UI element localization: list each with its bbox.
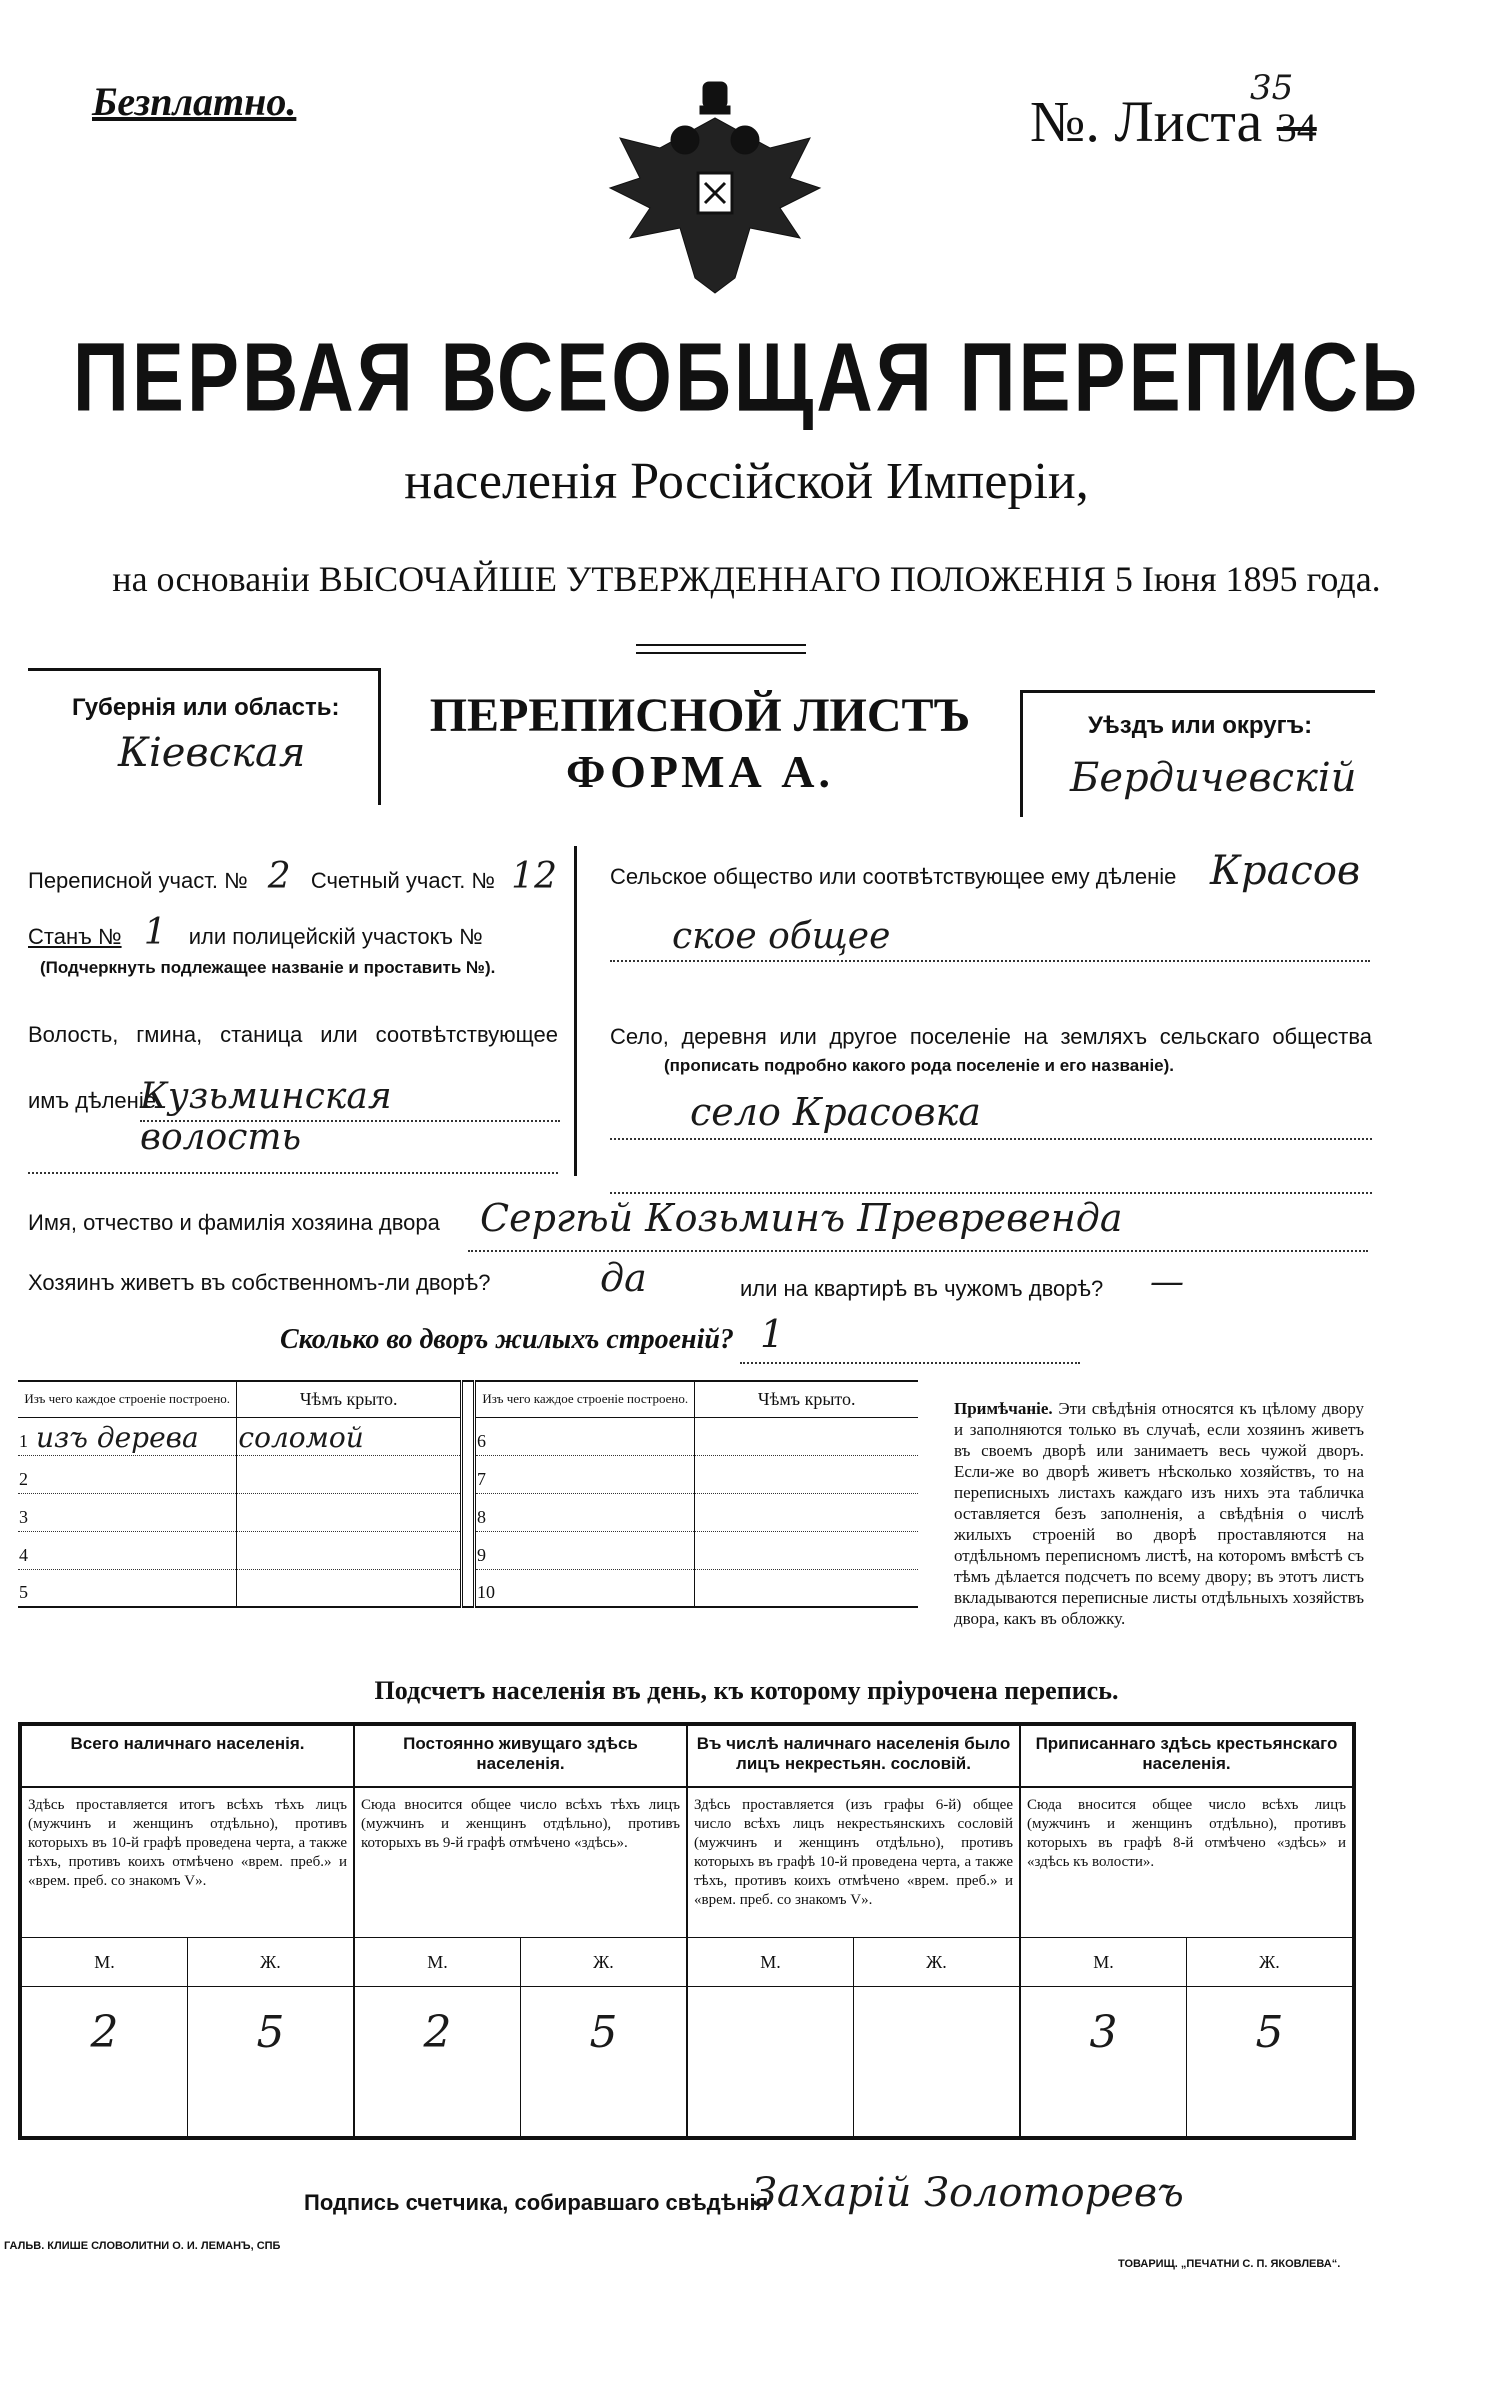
double-divider-cell [461,1417,474,1455]
male-count: 2 [355,1987,521,2136]
stan-value: 1 [143,912,167,953]
population-group [22,1726,355,2136]
population-group-desc: Здѣсь проставляется итогъ всѣхъ тѣхъ лицъ (мужчинъ и женщинъ отдѣльно), противъ которыхъ въ 10-й графѣ проведена черта, а также тѣхъ, противъ коихъ отмѣчено «врем. преб.» и «врем. преб. со знакомъ V». [22,1788,353,1938]
buildings-table-row [18,1493,918,1531]
buildings-table-row [18,1417,918,1455]
population-values [688,1987,1019,2136]
page-title: ПЕРВАЯ ВСЕОБЩАЯ ПЕРЕПИСЬ [72,321,1421,432]
female-count [854,1987,1019,2136]
male-label: М. [1021,1938,1187,1986]
building-material-cell [475,1493,695,1531]
male-label: М. [22,1938,188,1986]
building-material-cell [18,1569,237,1607]
ornament-divider [636,644,806,654]
village-label: Село, деревня или другое поселеніе на земляхъ сельскаго общества [610,1024,1372,1049]
note-title: Примѣчаніе. [954,1399,1053,1418]
building-value: изъ дерева [36,1420,199,1454]
population-group-title: Всего наличнаго населенія. [22,1726,353,1788]
society-underline [610,960,1370,962]
population-sex-header [688,1938,1019,1987]
gubernia-label: Губернія или область: [72,694,340,721]
population-table [18,1722,1356,2140]
row-number: 4 [19,1544,28,1565]
building-material-cell [18,1493,237,1531]
volost-extra-line [28,1172,558,1174]
village-extra-line [610,1192,1372,1194]
stan-label: Станъ № [28,924,122,949]
row-number: 9 [477,1544,487,1565]
village-underline [610,1138,1372,1140]
coat-of-arms-emblem [600,78,830,308]
signature-label: Подпись счетчика, собиравшаго свѣдѣнія [304,2190,769,2215]
buildings-table-body [18,1417,918,1607]
row-number: 10 [477,1582,496,1602]
building-material-cell [18,1455,237,1493]
male-count [688,1987,854,2136]
population-sex-header [1021,1938,1352,1987]
building-material-cell [475,1569,695,1607]
uezd-label: Уѣздъ или округъ: [1088,712,1313,739]
column-divider [574,846,577,1176]
female-label: Ж. [593,1951,614,1972]
building-material-cell [475,1531,695,1569]
counting-district-value: 12 [511,856,557,897]
male-count: 3 [1021,1987,1187,2136]
buildings-label: Сколько во дворъ жилыхъ строеній? [280,1324,734,1355]
female-count: 5 [256,2007,285,2058]
buildings-value: 1 [760,1312,785,1356]
page-subtitle: населенія Россійской Имперіи, [404,453,1089,510]
footer-left: ГАЛЬВ. КЛИШЕ СЛОВОЛИТНИ О. И. ЛЕМАНЪ, СПБ [4,2240,281,2252]
female-label: Ж. [1259,1951,1280,1972]
population-group-desc: Здѣсь проставляется (изъ графы 6-й) общее число всѣхъ лицъ некрестьянскихъ сословій (мужчинъ и женщинъ отдѣльно), противъ которыхъ въ графѣ 10-й проведена черта, а также тѣхъ, противъ коихъ отмѣчено «врем. преб.» и «врем. преб. со знакомъ V». [688,1788,1019,1938]
owner-name-value: Сергѣй Козьминъ Превревенда [480,1196,1123,1240]
sheet-number-handwritten: 35 [1250,68,1294,108]
male-count: 2 [22,1987,188,2136]
population-values [1021,1987,1352,2136]
footer-right: ТОВАРИЩ. „ПЕЧАТНИ С. П. ЯКОВЛЕВА“. [1118,2258,1341,2270]
building-roof-cell [237,1569,461,1607]
population-group-desc: Сюда вносится общее число всѣхъ тѣхъ лицъ (мужчинъ и женщинъ отдѣльно), противъ которыхъ въ 9-й графѣ отмѣчено «здѣсь». [355,1788,686,1938]
other-yard-value: — [1150,1262,1184,1302]
building-roof-cell [237,1493,461,1531]
counting-district-label: Счетный участ. № [310,868,496,893]
double-divider-cell [461,1493,474,1531]
row-number: 7 [477,1468,487,1489]
population-group [1021,1726,1352,2136]
col-material-left: Изъ чего каждое строеніе построено. [18,1381,237,1417]
population-values [22,1987,353,2136]
buildings-table-header [18,1381,918,1417]
census-district-value: 2 [267,856,291,897]
building-material-cell [475,1455,695,1493]
police-label: или полицейскій участокъ № [188,924,483,949]
male-label: М. [688,1938,854,1986]
population-values [355,1987,686,2136]
row-number: 3 [19,1506,28,1527]
volost-underline [140,1120,560,1122]
own-yard-value: да [600,1256,647,1300]
col-roof-left: Чѣмъ крыто. [237,1381,461,1417]
stan-line [28,912,548,953]
society-label: Сельское общество или соотвѣтствующее ему дѣленіе [610,864,1177,889]
signature-value: Захарій Золоторевъ [752,2170,1184,2216]
sheet-label: №. Листа [1030,89,1263,154]
note-text: Эти свѣдѣнія относятся къ цѣлому двору и заполняются только въ случаѣ, если хозяинъ живетъ въ своемъ дворѣ или занимаетъ весь чужой дворъ. Если-же во дворѣ живетъ нѣсколько хозяйствъ, то на переписныхъ листахъ каждаго изъ нихъ эта табличка оставляется безъ заполненія, а свѣдѣнія о числѣ жилыхъ строеній во дворѣ проставляются на отдѣльномъ переписномъ листѣ, на которомъ вмѣстѣ съ тѣмъ дѣлается подсчетъ по всему двору; въ этотъ листъ вкладываются переписные листы отдѣльныхъ хозяйствъ двора, какъ въ обложку. [954,1399,1365,1628]
female-label: Ж. [260,1951,281,1972]
building-roof-cell [695,1493,918,1531]
police-note: (Подчеркнуть подлежащее названіе и проставить №). [40,958,496,977]
sheet-number-struck: 34 [1276,105,1317,150]
society-value-2: ское общее [672,916,891,957]
population-heading: Подсчетъ населенія въ день, къ которому пріурочена перепись. [374,1676,1119,1705]
other-yard-label: или на квартирѣ въ чужомъ дворѣ? [740,1276,1104,1301]
owner-name-underline [468,1250,1368,1252]
building-roof-cell [695,1531,918,1569]
female-count: 5 [589,2007,618,2058]
double-divider-cell [461,1531,474,1569]
population-group-title: Приписаннаго здѣсь крестьянскаго населенія. [1021,1726,1352,1788]
row-number: 5 [19,1582,28,1602]
buildings-table-row [18,1569,918,1607]
village-note: (прописать подробно какого рода поселеніе и его названіе). [664,1056,1175,1075]
female-count: 5 [1255,2007,1284,2058]
building-value: соломой [238,1420,364,1454]
row-number: 6 [477,1430,487,1451]
building-material-cell [475,1417,695,1455]
uezd-value: Бердичевскій [1070,755,1357,801]
population-group-desc: Сюда вносится общее число всѣхъ лицъ (мужчинъ и женщинъ отдѣльно), противъ которыхъ въ графѣ 8-й отмѣчено «здѣсь» и «здѣсь къ волости». [1021,1788,1352,1938]
double-divider-cell [461,1569,474,1607]
society-value-1: Красов [1210,848,1361,894]
own-yard-label: Хозяинъ живетъ въ собственномъ-ли дворѣ? [28,1270,491,1295]
population-group [355,1726,688,2136]
building-roof-cell [237,1417,461,1455]
buildings-table-row [18,1455,918,1493]
population-sex-header [355,1938,686,1987]
population-group-title: Въ числѣ наличнаго населенія было лицъ некрестьян. сословій. [688,1726,1019,1788]
population-group-title: Постоянно живущаго здѣсь населенія. [355,1726,686,1788]
form-title: ФОРМА А. [566,746,834,797]
population-group [688,1726,1021,2136]
buildings-table-row [18,1531,918,1569]
volost-label: Волость, гмина, станица или соотвѣтствующее [28,1022,558,1047]
buildings-table [18,1380,918,1608]
col-material-right: Изъ чего каждое строеніе построено. [475,1381,695,1417]
census-district-line [28,856,557,897]
building-roof-cell [695,1569,918,1607]
population-sex-header [22,1938,353,1987]
building-material-cell [18,1417,237,1455]
owner-name-label: Имя, отчество и фамилія хозяина двора [28,1210,440,1235]
sheet-title: ПЕРЕПИСНОЙ ЛИСТЪ [429,689,971,742]
col-roof-right: Чѣмъ крыто. [695,1381,918,1417]
building-roof-cell [237,1531,461,1569]
female-label: Ж. [926,1951,947,1972]
buildings-note [954,1398,1364,1629]
census-district-label: Переписной участ. № [28,868,248,893]
row-number: 8 [477,1506,487,1527]
building-roof-cell [237,1455,461,1493]
free-label: Безплатно. [92,79,297,124]
double-divider [461,1381,474,1417]
double-divider-cell [461,1455,474,1493]
gubernia-value: Кіевская [118,730,306,776]
row-number: 2 [19,1468,28,1489]
building-roof-cell [695,1455,918,1493]
basis-line: на основаніи ВЫСОЧАЙШЕ УТВЕРЖДЕННАГО ПОЛОЖЕНІЯ 5 Іюня 1895 года. [112,559,1381,599]
volost-value: Кузьминская волость [140,1076,392,1158]
building-roof-cell [695,1417,918,1455]
buildings-underline [740,1362,1080,1364]
village-value: село Красовка [690,1090,981,1134]
male-label: М. [355,1938,521,1986]
row-number: 1 [19,1430,28,1451]
building-material-cell [18,1531,237,1569]
volost-label-2: имъ дѣленіе [28,1088,156,1113]
